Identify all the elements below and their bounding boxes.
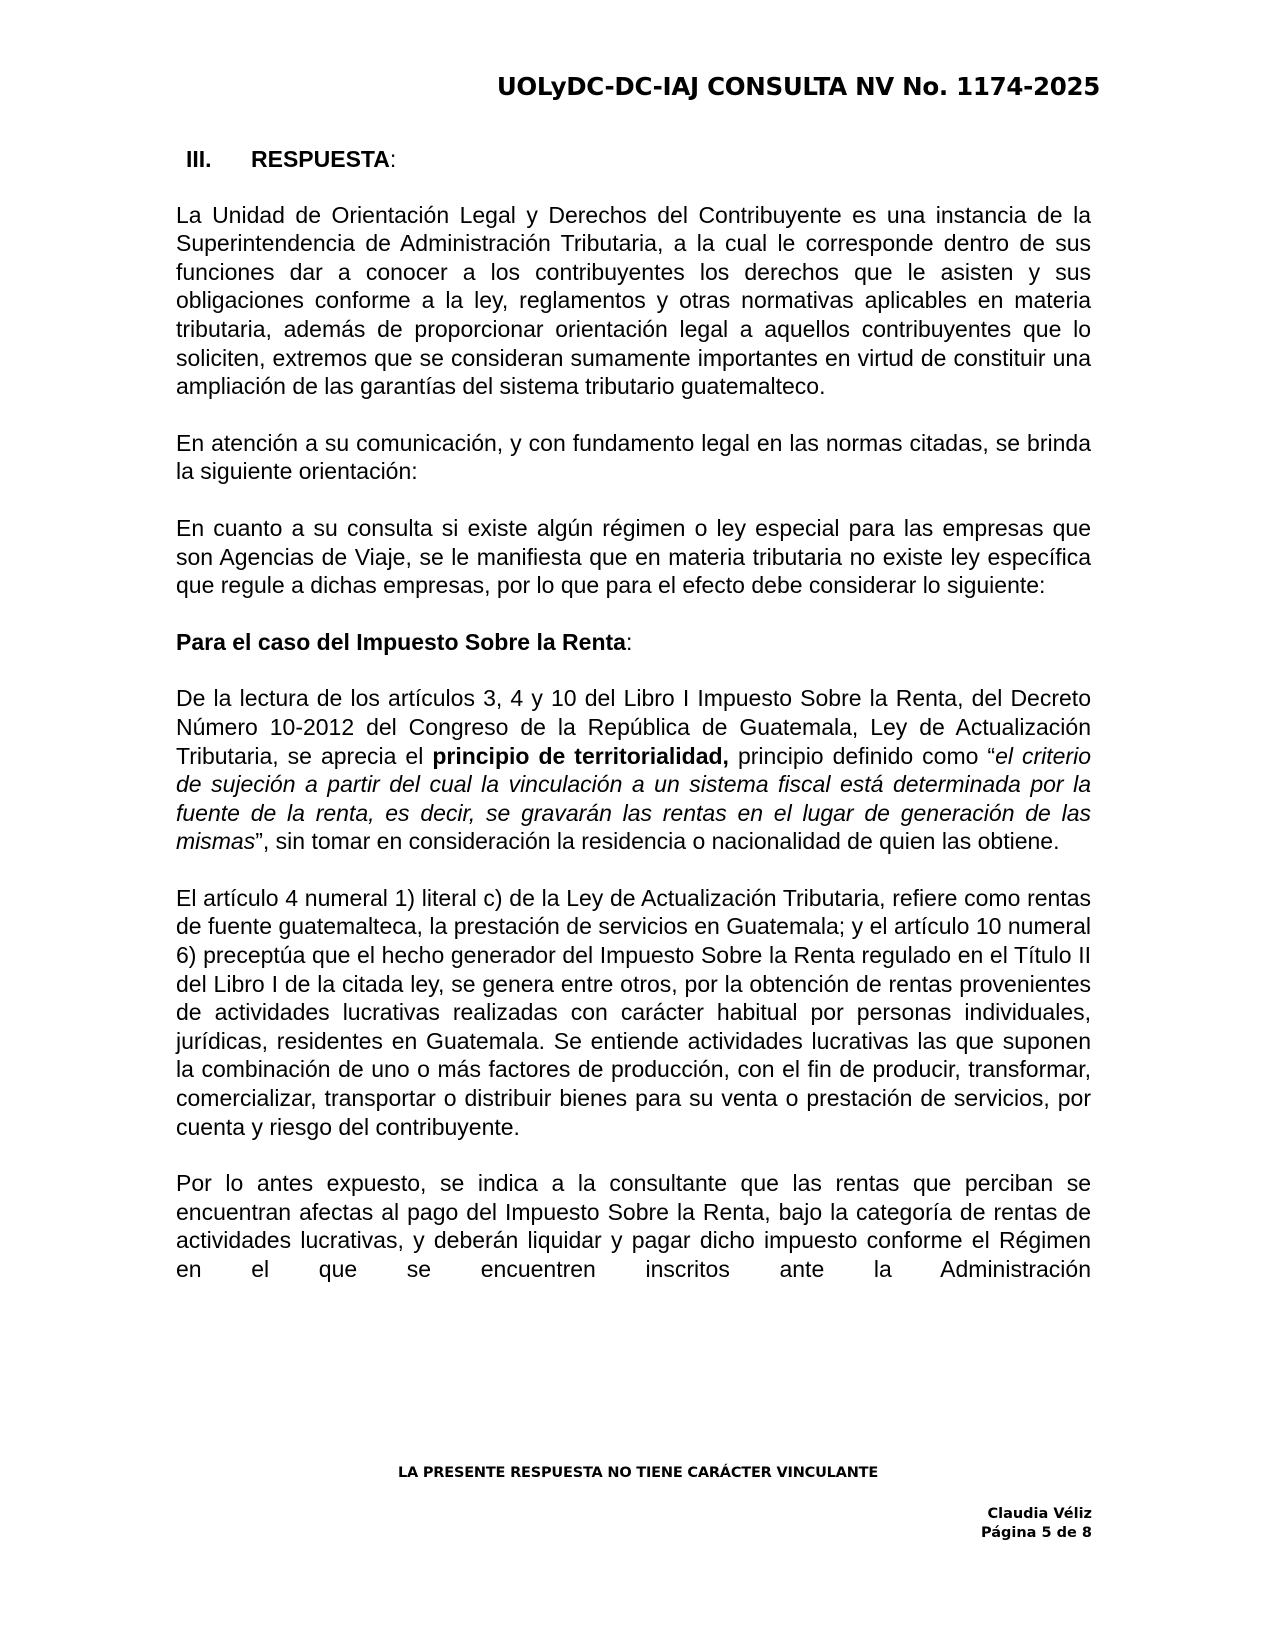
- subheading-isr: [176, 628, 1091, 657]
- territoriality-principle: principio de territorialidad,: [432, 742, 729, 769]
- document-reference: UOLyDC-DC-IAJ CONSULTA NV No. 1174-2025: [496, 72, 1100, 101]
- subheading-colon: :: [625, 628, 633, 655]
- paragraph-territoriality: [176, 684, 1091, 856]
- section-title: RESPUESTA: [251, 146, 390, 172]
- paragraph-unit-description: La Unidad de Orientación Legal y Derechos del Contribuyente es una instancia de la Superintendencia de Administración Tributaria, a la cual le corresponde dentro de sus funciones dar a conocer a los contribuyentes los derechos que le asisten y sus obligaciones conforme a la ley, reglamentos y otras normativas aplicables en materia tributaria, además de proporcionar orientación legal a aquellos contribuyentes que lo soliciten, extremos que se consideran sumamente importantes en virtud de constituir una ampliación de las garantías del sistema tributario guatemalteco.: [176, 201, 1091, 400]
- territoriality-definition: el criterio de sujeción a partir del cual la vinculación a un sistema fiscal está determinada por la fuente de la renta, es decir, se gravarán las rentas en el lugar de generación de las mismas: [176, 742, 1091, 855]
- footer-author: Claudia Véliz: [987, 1506, 1092, 1522]
- footer-disclaimer: LA PRESENTE RESPUESTA NO TIENE CARÁCTER VINCULANTE: [397, 1465, 879, 1481]
- paragraph-consultation: En cuanto a su consulta si existe algún régimen o ley especial para las empresas que son Agencias de Viaje, se le manifiesta que en materia tributaria no existe ley específica que regule a dichas empresas, por lo que para el efecto debe considerar lo siguiente:: [176, 514, 1091, 599]
- section-colon: :: [389, 146, 397, 172]
- territoriality-text-1: De la lectura de los artículos 3, 4 y 10 del Libro I Impuesto Sobre la Renta, del Decreto Número 10-2012 del Congreso de la República de Guatemala, Ley de Actualización Tributaria, se aprecia el: [176, 685, 1091, 769]
- footer-signature: [981, 1505, 1092, 1543]
- subheading-text: Para el caso del Impuesto Sobre la Renta: [176, 628, 626, 655]
- territoriality-text-2: principio definido como “: [728, 742, 996, 769]
- section-number: III.: [186, 146, 212, 172]
- section-heading: [176, 145, 1091, 174]
- paragraph-conclusion: Por lo antes expuesto, se indica a la consultante que las rentas que perciban se encuentran afectas al pago del Impuesto Sobre la Renta, bajo la categoría de rentas de actividades lucrativas, y deberán liquidar y pagar dicho impuesto conforme el Régimen en el que se encuentren inscritos ante la Administración: [176, 1170, 1091, 1282]
- territoriality-text-3: ”, sin tomar en consideración la residencia o nacionalidad de quien las obtiene.: [255, 828, 1060, 855]
- document-body: [176, 145, 1091, 1284]
- paragraph-legal-basis: En atención a su comunicación, y con fundamento legal en las normas citadas, se brinda la siguiente orientación:: [176, 429, 1091, 485]
- paragraph-article-4: El artículo 4 numeral 1) literal c) de la Ley de Actualización Tributaria, refiere como rentas de fuente guatemalteca, la prestación de servicios en Guatemala; y el artículo 10 numeral 6) preceptúa que el hecho generador del Impuesto Sobre la Renta regulado en el Título II del Libro I de la citada ley, se genera entre otros, por la obtención de rentas provenientes de actividades lucrativas realizadas con carácter habitual por personas individuales, jurídicas, residentes en Guatemala. Se entiende actividades lucrativas las que suponen la combinación de uno o más factores de producción, con el fin de producir, transformar, comercializar, transportar o distribuir bienes para su venta o prestación de servicios, por cuenta y riesgo del contribuyente.: [176, 884, 1091, 1140]
- footer-page-number: Página 5 de 8: [980, 1525, 1092, 1541]
